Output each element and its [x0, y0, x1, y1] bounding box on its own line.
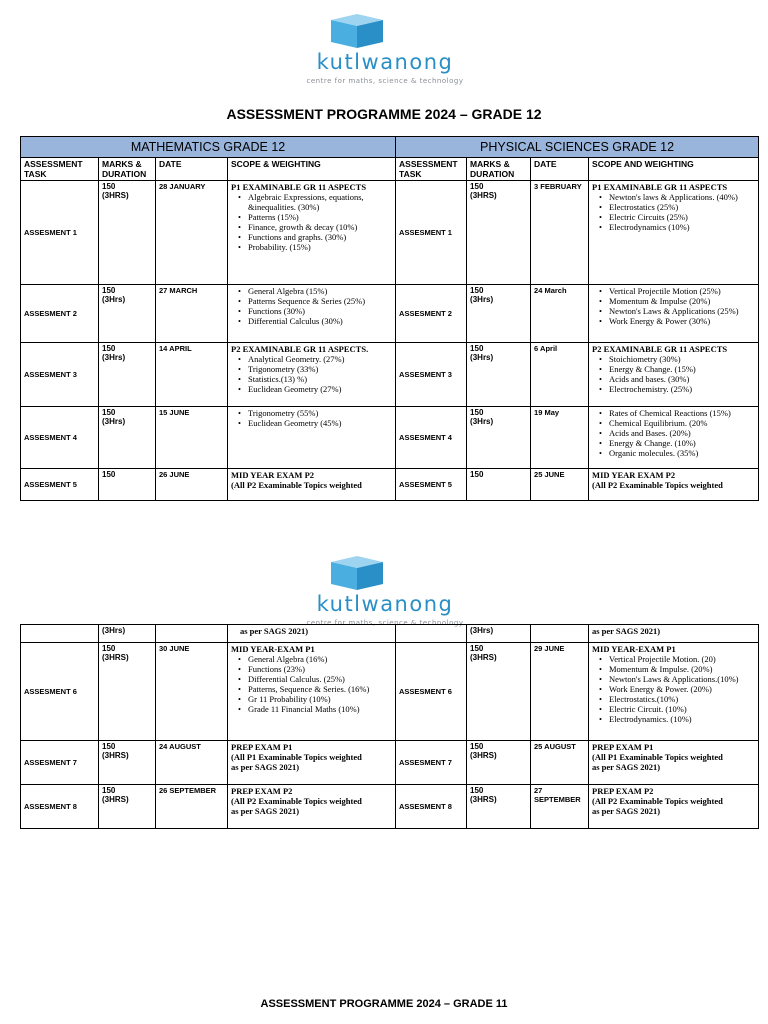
- scope-cell: [589, 285, 759, 343]
- duration-value: (3HRS): [102, 795, 129, 804]
- scope-cell: [228, 407, 396, 469]
- topic-item: • Momentum & Impulse. (20%): [602, 664, 755, 674]
- topic-item: • Functions (23%): [241, 664, 392, 674]
- topic-item: • Chemical Equilibrium. (20%: [602, 418, 755, 428]
- task-cell: ASSESMENT 3: [21, 343, 99, 407]
- col-header-date: DATE: [156, 158, 228, 181]
- grade11-title: ASSESSMENT PROGRAMME 2024 – GRADE 11: [260, 998, 508, 1010]
- topic-item: • Work Energy & Power. (20%): [602, 684, 755, 694]
- scope-heading: (All P2 Examinable Topics weighted: [231, 480, 362, 490]
- topic-item: • General Algebra (16%): [241, 654, 392, 664]
- task-cell: ASSESMENT 8: [21, 785, 99, 829]
- duration-value: (3Hrs): [102, 295, 126, 304]
- marks-cell: [467, 469, 531, 501]
- task-cell: ASSESMENT 1: [21, 181, 99, 285]
- topic-item: • Vertical Projectile Motion. (20): [602, 654, 755, 664]
- topic-item: • Grade 11 Financial Maths (10%): [241, 704, 392, 714]
- topic-list: [592, 286, 755, 326]
- duration-value: (3Hrs): [470, 353, 494, 362]
- scope-cell: [589, 469, 759, 501]
- marks-value: 150: [470, 344, 484, 353]
- topic-item: • Acids and bases. (30%): [602, 374, 755, 384]
- topic-item: • Electrostatics (25%): [602, 202, 755, 212]
- topic-item: • Analytical Geometry. (27%): [241, 354, 392, 364]
- topic-item: • Acids and Bases. (20%): [602, 428, 755, 438]
- scope-cell: [228, 181, 396, 285]
- topic-item: • Differential Calculus. (25%): [241, 674, 392, 684]
- topic-item: • Stoichiometry (30%): [602, 354, 755, 364]
- marks-value: 150: [470, 286, 484, 295]
- marks-cell: [99, 181, 156, 285]
- duration-value: (3HRS): [102, 751, 129, 760]
- table-row: [21, 181, 759, 285]
- scope-heading: as per SAGS 2021): [231, 762, 300, 772]
- marks-value: 150: [102, 344, 116, 353]
- grade12-table-part2: [20, 624, 759, 829]
- topic-item: • Newton's Laws & Applications.(10%): [602, 674, 755, 684]
- scope-heading: as per SAGS 2021): [592, 806, 661, 816]
- duration-value: (3Hrs): [470, 417, 494, 426]
- scope-heading: as per SAGS 2021): [592, 762, 661, 772]
- task-cell: ASSESMENT 6: [396, 643, 467, 741]
- topic-item: • Finance, growth & decay (10%): [241, 222, 392, 232]
- scope-cell: [589, 407, 759, 469]
- duration-value: (3Hrs): [102, 417, 126, 426]
- page-title: ASSESSMENT PROGRAMME 2024 – GRADE 12: [226, 106, 542, 122]
- logo-tagline: centre for maths, science & technology: [306, 77, 464, 85]
- duration-value: (3HRS): [470, 795, 497, 804]
- scope-cell: [228, 469, 396, 501]
- task-cell: ASSESMENT 5: [21, 469, 99, 501]
- scope-heading: PREP EXAM P1: [592, 742, 654, 752]
- kutlwanong-logo: [240, 556, 530, 626]
- topic-item: • Energy & Change. (10%): [602, 438, 755, 448]
- col-header-marks: MARKS & DURATION: [99, 158, 156, 181]
- scope-heading: MID YEAR EXAM P2: [592, 470, 676, 480]
- topic-list: [592, 192, 755, 232]
- cube-logo-icon: [327, 14, 387, 50]
- scope-cell: [228, 343, 396, 407]
- date-cell: 24 AUGUST: [156, 741, 228, 785]
- topic-item: • Differential Calculus (30%): [241, 316, 392, 326]
- marks-cell: [467, 643, 531, 741]
- kutlwanong-logo: [240, 14, 530, 84]
- topic-item: • Newton's Laws & Applications (25%): [602, 306, 755, 316]
- scope-heading: (All P1 Examinable Topics weighted: [231, 752, 362, 762]
- topic-item: • Probability. (15%): [241, 242, 392, 252]
- date-cell: 6 April: [531, 343, 589, 407]
- task-cell: ASSESMENT 2: [396, 285, 467, 343]
- date-cell: 25 JUNE: [531, 469, 589, 501]
- marks-cell: [467, 741, 531, 785]
- topic-item: • Trigonometry (33%): [241, 364, 392, 374]
- marks-value: 150: [470, 742, 484, 751]
- col-header-task: ASSESSMENT TASK: [21, 158, 99, 181]
- marks-value: 150: [470, 786, 484, 795]
- topic-item: • Electrodynamics (10%): [602, 222, 755, 232]
- marks-value: 150: [102, 742, 116, 751]
- marks-cell: [99, 643, 156, 741]
- topic-item: • Rates of Chemical Reactions (15%): [602, 408, 755, 418]
- marks-cell: [467, 407, 531, 469]
- marks-value: 150: [470, 470, 484, 479]
- task-cell: ASSESMENT 2: [21, 285, 99, 343]
- scope-heading: P2 EXAMINABLE GR 11 ASPECTS.: [231, 344, 369, 354]
- scope-cell: [228, 785, 396, 829]
- scope-heading: MID YEAR-EXAM P1: [592, 644, 676, 654]
- topic-item: • Gr 11 Probability (10%): [241, 694, 392, 704]
- col-header-scope: SCOPE AND WEIGHTING: [589, 158, 759, 181]
- topic-item: • Momentum & Impulse (20%): [602, 296, 755, 306]
- topic-item: • Electric Circuit. (10%): [602, 704, 755, 714]
- date-cell: 24 March: [531, 285, 589, 343]
- date-cell: 3 FEBRUARY: [531, 181, 589, 285]
- marks-value: 150: [470, 644, 484, 653]
- topic-list: [592, 654, 755, 724]
- scope-cell: [589, 643, 759, 741]
- duration-value: (3HRS): [102, 191, 129, 200]
- col-header-task: ASSESSMENT TASK: [396, 158, 467, 181]
- task-cell: ASSESMENT 8: [396, 785, 467, 829]
- table-row: [21, 285, 759, 343]
- topic-item: • Patterns (15%): [241, 212, 392, 222]
- scope-cell: [228, 285, 396, 343]
- topic-list: [231, 408, 392, 428]
- table-row: [21, 741, 759, 785]
- table-row: [21, 785, 759, 829]
- marks-cell: [99, 285, 156, 343]
- marks-value: 150: [470, 408, 484, 417]
- date-cell: 29 JUNE: [531, 643, 589, 741]
- scope-heading: PREP EXAM P1: [231, 742, 293, 752]
- date-cell: 27 SEPTEMBER: [531, 785, 589, 829]
- duration-value: (3Hrs): [470, 295, 494, 304]
- math-section-header: MATHEMATICS GRADE 12: [21, 137, 396, 158]
- marks-cell: [99, 343, 156, 407]
- topic-item: • Statistics.(13) %): [241, 374, 392, 384]
- cube-logo-icon: [327, 556, 387, 592]
- topic-item: • Patterns Sequence & Series (25%): [241, 296, 392, 306]
- marks-cell: [99, 407, 156, 469]
- scope-heading: P2 EXAMINABLE GR 11 ASPECTS: [592, 344, 728, 354]
- scope-heading: as per SAGS 2021): [231, 806, 300, 816]
- marks-cell: [467, 285, 531, 343]
- topic-list: [231, 286, 392, 326]
- topic-list: [231, 354, 392, 394]
- scope-cell: [589, 741, 759, 785]
- col-header-marks: MARKS & DURATION: [467, 158, 531, 181]
- duration-value: (3HRS): [470, 191, 497, 200]
- scope-cell: [589, 343, 759, 407]
- duration-cell: (3Hrs): [467, 625, 531, 643]
- marks-cell: [99, 785, 156, 829]
- marks-value: 150: [102, 286, 116, 295]
- marks-value: 150: [102, 470, 116, 479]
- scope-cell: [589, 785, 759, 829]
- topic-item: • Functions and graphs. (30%): [241, 232, 392, 242]
- duration-value: (3HRS): [470, 653, 497, 662]
- scope-heading: P1 EXAMINABLE GR 11 ASPECTS: [592, 182, 728, 192]
- grade12-table-part1: [20, 136, 759, 501]
- topic-item: • Work Energy & Power (30%): [602, 316, 755, 326]
- date-cell: 26 SEPTEMBER: [156, 785, 228, 829]
- scope-heading: MID YEAR-EXAM P1: [231, 644, 315, 654]
- logo-name: kutlwanong: [316, 50, 454, 74]
- scope-heading: MID YEAR EXAM P2: [231, 470, 315, 480]
- task-cell: ASSESMENT 7: [21, 741, 99, 785]
- marks-value: 150: [102, 408, 116, 417]
- date-cell: 15 JUNE: [156, 407, 228, 469]
- topic-list: [592, 408, 755, 458]
- topic-list: [592, 354, 755, 394]
- scope-cell: [228, 741, 396, 785]
- scope-cell: [589, 181, 759, 285]
- topic-list: [231, 654, 392, 714]
- marks-cell: [467, 343, 531, 407]
- scope-cell: as per SAGS 2021): [589, 625, 759, 643]
- col-header-date: DATE: [531, 158, 589, 181]
- scope-heading: (All P2 Examinable Topics weighted: [231, 796, 362, 806]
- topic-item: • Energy & Change. (15%): [602, 364, 755, 374]
- duration-cell: (3Hrs): [99, 625, 156, 643]
- topic-item: • Trigonometry (55%): [241, 408, 392, 418]
- marks-value: 150: [470, 182, 484, 191]
- task-cell: ASSESMENT 4: [21, 407, 99, 469]
- topic-item: • Functions (30%): [241, 306, 392, 316]
- marks-cell: [467, 181, 531, 285]
- marks-cell: [467, 785, 531, 829]
- table-row: [21, 643, 759, 741]
- scope-heading: (All P2 Examinable Topics weighted: [592, 796, 723, 806]
- topic-item: • Organic molecules. (35%): [602, 448, 755, 458]
- duration-value: (3Hrs): [102, 353, 126, 362]
- table-row: [21, 407, 759, 469]
- col-header-scope: SCOPE & WEIGHTING: [228, 158, 396, 181]
- duration-value: (3HRS): [470, 751, 497, 760]
- topic-item: • Vertical Projectile Motion (25%): [602, 286, 755, 296]
- date-cell: 25 AUGUST: [531, 741, 589, 785]
- table-row: [21, 625, 759, 643]
- scope-cell: as per SAGS 2021): [228, 625, 396, 643]
- topic-item: • Electrochemistry. (25%): [602, 384, 755, 394]
- topic-item: • General Algebra (15%): [241, 286, 392, 296]
- date-cell: 30 JUNE: [156, 643, 228, 741]
- scope-heading: P1 EXAMINABLE GR 11 ASPECTS: [231, 182, 367, 192]
- task-cell: ASSESMENT 4: [396, 407, 467, 469]
- table-row: [21, 469, 759, 501]
- topic-item: • Electric Circuits (25%): [602, 212, 755, 222]
- topic-item: • Patterns, Sequence & Series. (16%): [241, 684, 392, 694]
- scope-cell: [228, 643, 396, 741]
- logo-tagline: centre for maths, science & technology: [306, 619, 464, 627]
- date-cell: 27 MARCH: [156, 285, 228, 343]
- logo-name: kutlwanong: [316, 592, 454, 616]
- topic-item: • Electrostatics.(10%): [602, 694, 755, 704]
- topic-list: [231, 192, 392, 252]
- scope-heading: (All P1 Examinable Topics weighted: [592, 752, 723, 762]
- topic-item: • Newton's laws & Applications. (40%): [602, 192, 755, 202]
- scope-heading: PREP EXAM P2: [231, 786, 293, 796]
- topic-item: • Electrodynamics. (10%): [602, 714, 755, 724]
- task-cell: ASSESMENT 5: [396, 469, 467, 501]
- table-row: [21, 343, 759, 407]
- topic-item: • Euclidean Geometry (45%): [241, 418, 392, 428]
- task-cell: ASSESMENT 3: [396, 343, 467, 407]
- topic-item: • Euclidean Geometry (27%): [241, 384, 392, 394]
- marks-cell: [99, 469, 156, 501]
- task-cell: ASSESMENT 6: [21, 643, 99, 741]
- marks-value: 150: [102, 786, 116, 795]
- duration-value: (3HRS): [102, 653, 129, 662]
- topic-item: • Algebraic Expressions, equations, &inequalities. (30%): [241, 192, 392, 212]
- date-cell: 19 May: [531, 407, 589, 469]
- phys-section-header: PHYSICAL SCIENCES GRADE 12: [396, 137, 759, 158]
- date-cell: 14 APRIL: [156, 343, 228, 407]
- marks-value: 150: [102, 182, 116, 191]
- task-cell: ASSESMENT 7: [396, 741, 467, 785]
- task-cell: ASSESMENT 1: [396, 181, 467, 285]
- marks-value: 150: [102, 644, 116, 653]
- date-cell: 28 JANUARY: [156, 181, 228, 285]
- date-cell: 26 JUNE: [156, 469, 228, 501]
- scope-heading: PREP EXAM P2: [592, 786, 654, 796]
- marks-cell: [99, 741, 156, 785]
- scope-heading: (All P2 Examinable Topics weighted: [592, 480, 723, 490]
